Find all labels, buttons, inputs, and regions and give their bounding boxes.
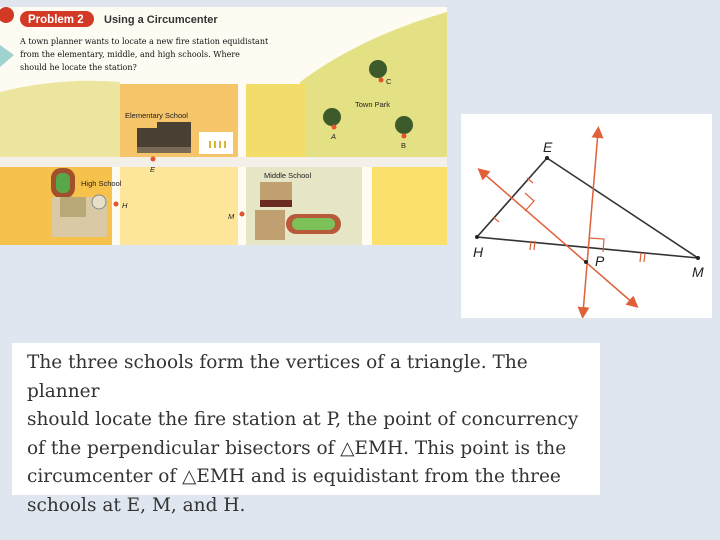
label-town-park: Town Park xyxy=(355,100,391,109)
problem-title: Using a Circumcenter xyxy=(104,14,218,26)
map-point-c: C xyxy=(386,77,392,86)
perpendicular-bisector-hm xyxy=(583,132,598,313)
perpendicular-bisector-eh xyxy=(482,172,634,304)
triangle-emh xyxy=(477,158,698,258)
vertex-h-label: H xyxy=(473,244,484,260)
map-point-m: M xyxy=(228,212,235,221)
map-point-h: H xyxy=(122,201,128,210)
svg-text:should he locate the station?: should he locate the station? xyxy=(20,63,137,72)
point-p-label: P xyxy=(595,253,605,269)
map-point-e: E xyxy=(150,165,156,174)
label-middle-school: Middle School xyxy=(264,171,312,180)
explanation-box xyxy=(12,343,600,516)
triangle-diagram xyxy=(461,114,712,318)
problem-badge: Problem 2 xyxy=(28,14,84,26)
map-point-a: A xyxy=(331,132,337,141)
town-map-image xyxy=(0,7,447,245)
svg-text:A town planner wants to locate: A town planner wants to locate a new fire station equidistant xyxy=(20,37,269,46)
label-elementary-school: Elementary School xyxy=(125,111,188,120)
vertex-m-label: M xyxy=(692,264,704,280)
svg-text:from the elementary, middle, a: from the elementary, middle, and high schools. Where xyxy=(20,50,240,59)
label-high-school: High School xyxy=(81,179,122,188)
vertex-e-label: E xyxy=(543,139,553,155)
explanation-text: The three schools form the vertices of a triangle. The planner should locate the fire station at P, the point of concurrency of the perpendicular bisectors of △EMH. This point is the circumcenter of △EMH and is equidistant from the three schools at E, M, and H. xyxy=(27,352,579,516)
map-point-b: B xyxy=(401,141,407,150)
